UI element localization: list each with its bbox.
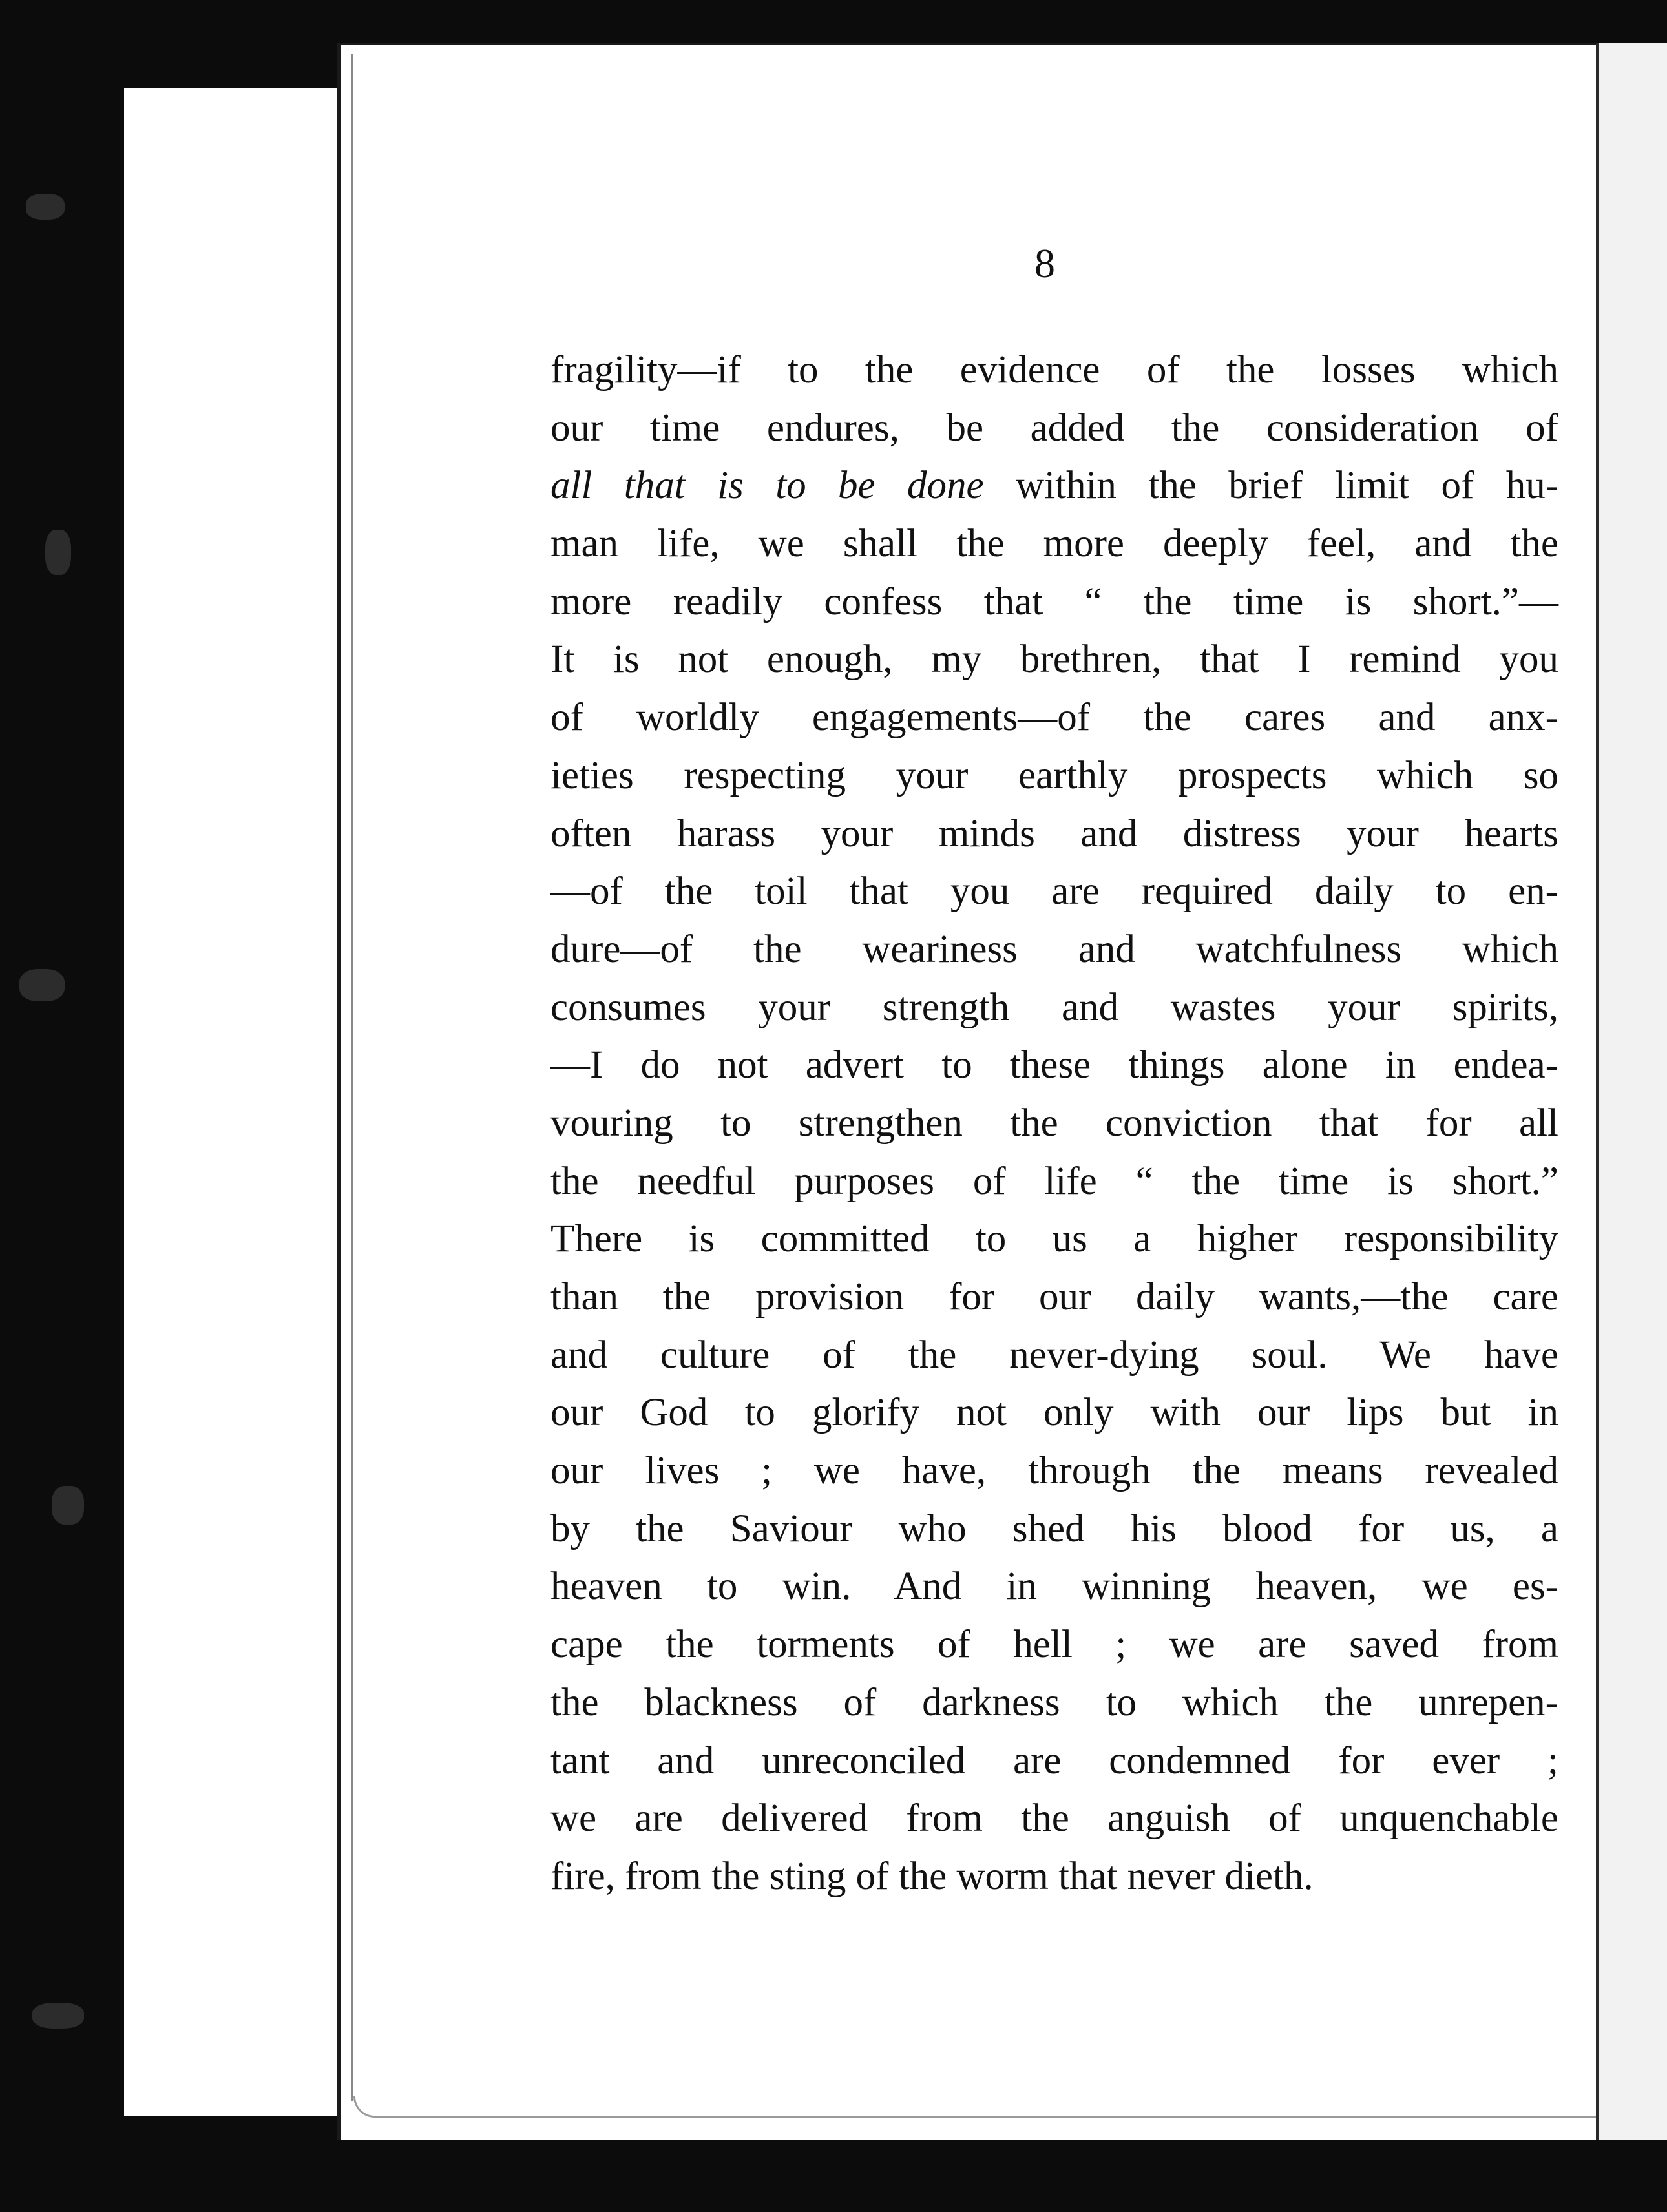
text-line: [550, 515, 1558, 573]
scan-speckle: [52, 1486, 84, 1525]
text-line: [550, 341, 1558, 399]
line-text: It is not enough, my brethren, that I remind you: [550, 638, 1558, 682]
line-text: we are delivered from the anguish of unquenchable: [550, 1797, 1558, 1841]
text-line: [550, 1674, 1558, 1732]
line-text: the needful purposes of life “ the time is short.”: [550, 1159, 1558, 1203]
scan-speckle: [45, 530, 71, 575]
line-text: than the provision for our daily wants,—the care: [550, 1275, 1558, 1319]
text-line: [550, 921, 1558, 979]
line-text: the blackness of darkness to which the unrepen-: [550, 1680, 1558, 1724]
text-line: [550, 1732, 1558, 1790]
text-line: [550, 1558, 1558, 1616]
line-text: dure—of the weariness and watchfulness which: [550, 927, 1558, 971]
text-line: [550, 1500, 1558, 1558]
line-text: —of the toil that you are required daily to en-: [550, 870, 1558, 913]
line-text: heaven to win. And in winning heaven, we es-: [550, 1565, 1558, 1609]
line-text: our God to glorify not only with our lips but in: [550, 1391, 1558, 1435]
line-text: There is committed to us a higher responsibility: [550, 1217, 1558, 1261]
facing-page-edge: [124, 88, 337, 2116]
line-text: more readily confess that “ the time is short.”—: [550, 579, 1558, 623]
text-line: [550, 399, 1558, 457]
line-text: our time endures, be added the consideration of: [550, 406, 1558, 450]
page-bottom-edge: [353, 2096, 1596, 2118]
text-line: [550, 1153, 1558, 1211]
text-line: [550, 1210, 1558, 1268]
text-line: [550, 1848, 1558, 1906]
line-text: consumes your strength and wastes your spirits,: [550, 985, 1558, 1029]
text-line: [550, 1442, 1558, 1500]
text-line: [550, 689, 1558, 747]
text-line: [550, 1384, 1558, 1442]
scan-speckle: [26, 194, 65, 220]
line-text: by the Saviour who shed his blood for us, a: [550, 1507, 1558, 1550]
scan-speckle: [19, 969, 65, 1001]
line-text: within the brief limit of hu-: [983, 464, 1559, 508]
emphasis-text: all that is to be done: [550, 464, 984, 508]
text-line: [550, 573, 1558, 631]
line-text: —I do not advert to these things alone in endea-: [550, 1043, 1558, 1087]
text-line: [550, 979, 1558, 1037]
text-line: [550, 457, 1558, 515]
text-line: [550, 805, 1558, 863]
line-text: fragility—if to the evidence of the losses which: [550, 348, 1558, 391]
text-line: [550, 1094, 1558, 1153]
text-line: [550, 1036, 1558, 1094]
body-text: [550, 341, 1558, 1906]
line-text: ieties respecting your earthly prospects which so: [550, 753, 1558, 797]
line-text: fire, from the sting of the worm that never dieth.: [550, 1854, 1314, 1898]
page-number: 8: [1034, 240, 1055, 286]
line-text: cape the torments of hell ; we are saved from: [550, 1623, 1558, 1667]
text-line: [550, 1268, 1558, 1326]
scan-speckle: [32, 2003, 84, 2029]
next-page-edge: [1596, 43, 1667, 2140]
text-line: [550, 631, 1558, 689]
line-text: of worldly engagements—of the cares and anx-: [550, 696, 1558, 740]
text-line: [550, 1789, 1558, 1848]
line-text: vouring to strengthen the conviction that for all: [550, 1101, 1558, 1145]
text-line: [550, 747, 1558, 805]
line-text: our lives ; we have, through the means revealed: [550, 1449, 1558, 1493]
line-text: and culture of the never-dying soul. We have: [550, 1333, 1558, 1377]
text-line: [550, 862, 1558, 921]
line-text: man life, we shall the more deeply feel, and the: [550, 522, 1558, 566]
line-text: tant and unreconciled are condemned for ever ;: [550, 1738, 1558, 1782]
page-fold-line: [351, 54, 353, 2101]
text-line: [550, 1326, 1558, 1384]
text-line: [550, 1616, 1558, 1674]
line-text: often harass your minds and distress your hearts: [550, 811, 1558, 855]
